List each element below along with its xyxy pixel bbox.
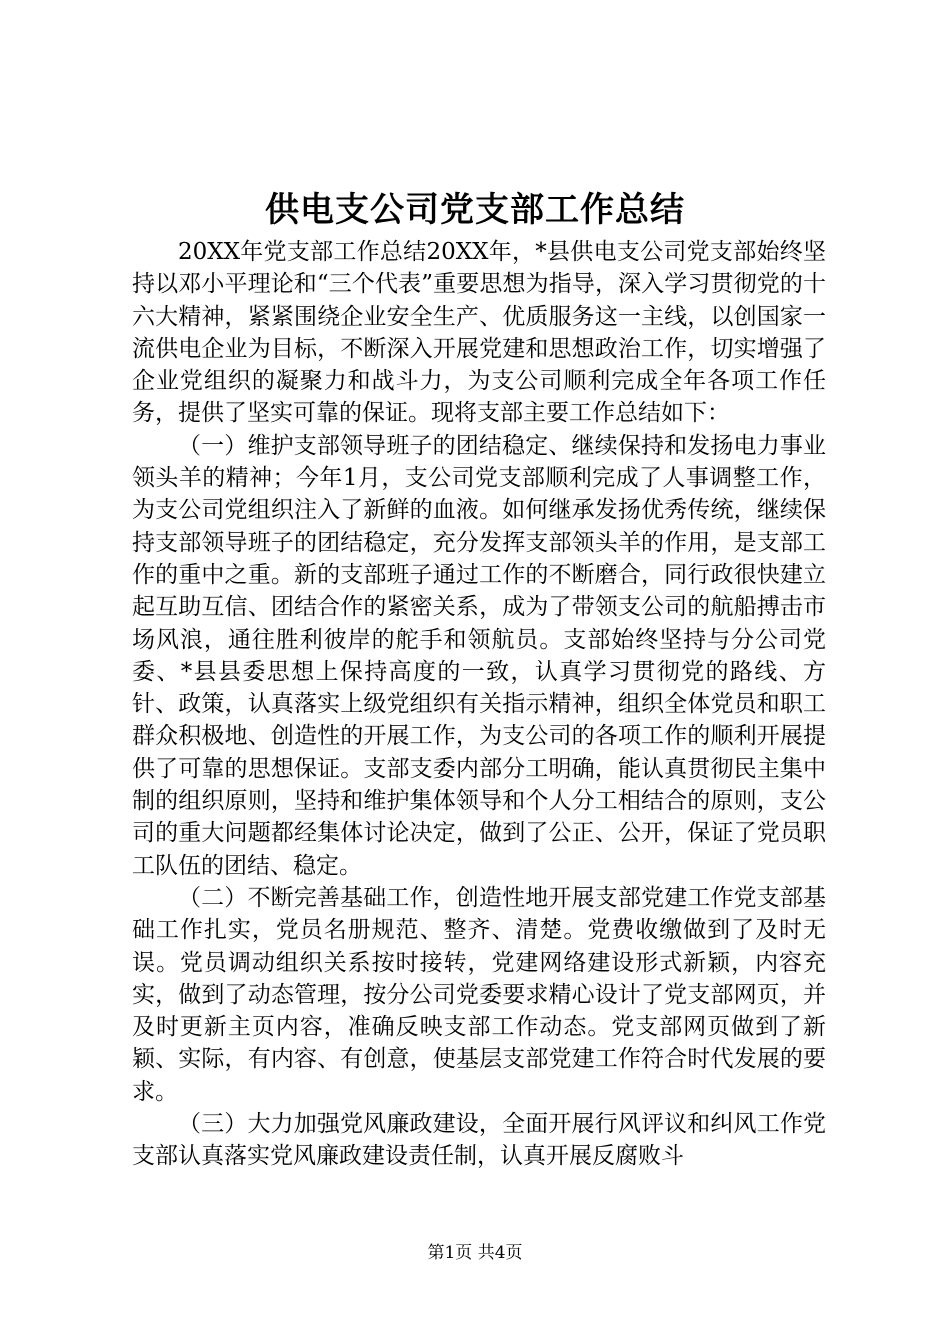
paragraph-intro: 20XX年党支部工作总结20XX年，*县供电支公司党支部始终坚持以邓小平理论和“三个代表”重要思想为指导，深入学习贯彻党的十六大精神，紧紧围绕企业安全生产、优质服务这一主线，以创国家一流供电企业为目标，不断深入开展党建和思想政治工作，切实增强了企业党组织的凝聚力和战斗力，为支公司顺利完成全年各项工作任务，提供了坚实可靠的保证。现将支部主要工作总结如下： (132, 239, 826, 427)
document-title: 供电支公司党支部工作总结 (265, 190, 685, 230)
page-number-footer: 第1页 共4页 (427, 1243, 523, 1263)
paragraph-section-3: （三）大力加强党风廉政建设，全面开展行风评议和纠风工作党支部认真落实党风廉政建设责任制，认真开展反腐败斗 (132, 1111, 826, 1170)
document-body (132, 236, 826, 1173)
paragraph-section-1: （一）维护支部领导班子的团结稳定、继续保持和发扬电力事业领头羊的精神；今年1月，支公司党支部顺利完成了人事调整工作，为支公司党组织注入了新鲜的血液。如何继承发扬优秀传统，继续保持支部领导班子的团结稳定，充分发挥支部领头羊的作用，是支部工作的重中之重。新的支部班子通过工作的不断磨合，同行政很快建立起互助互信、团结合作的紧密关系，成为了带领支公司的航船搏击市场风浪，通往胜利彼岸的舵手和领航员。支部始终坚持与分公司党委、*县县委思想上保持高度的一致，认真学习贯彻党的路线、方针、政策，认真落实上级党组织有关指示精神，组织全体党员和职工群众积极地、创造性的开展工作，为支公司的各项工作的顺利开展提供了可靠的思想保证。支部支委内部分工明确，能认真贯彻民主集中制的组织原则，坚持和维护集体领导和个人分工相结合的原则，支公司的重大问题都经集体讨论决定，做到了公正、公开，保证了党员职工队伍的团结、稳定。 (132, 432, 826, 879)
paragraph-section-2: （二）不断完善基础工作，创造性地开展支部党建工作党支部基础工作扎实，党员名册规范、整齐、清楚。党费收缴做到了及时无误。党员调动组织关系按时接转，党建网络建设形式新颖，内容充实，做到了动态管理，按分公司党委要求精心设计了党支部网页，并及时更新主页内容，准确反映支部工作动态。党支部网页做到了新颖、实际，有内容、有创意，使基层支部党建工作符合时代发展的要求。 (132, 884, 826, 1105)
